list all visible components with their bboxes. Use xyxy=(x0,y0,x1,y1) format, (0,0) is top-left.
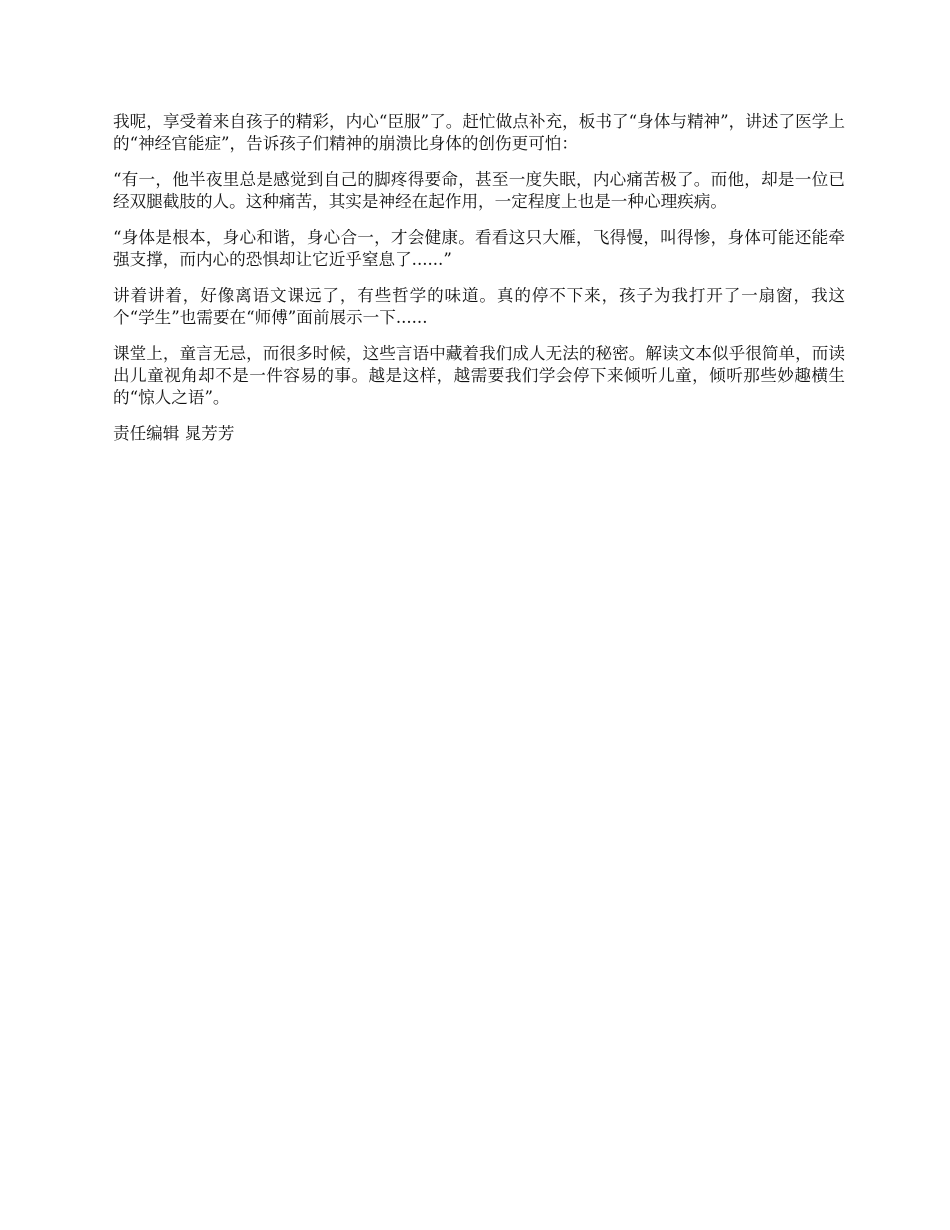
paragraph-2: “有一，他半夜里总是感觉到自己的脚疼得要命，甚至一度失眠，内心痛苦极了。而他，却是一位已经双腿截肢的人。这种痛苦，其实是神经在起作用，一定程度上也是一种心理疾病。 xyxy=(113,170,845,211)
paragraph-1: 我呢，享受着来自孩子的精彩，内心“臣服”了。赶忙做点补充，板书了“身体与精神”，讲述了医学上的“神经官能症”，告诉孩子们精神的崩溃比身体的创伤更可怕： xyxy=(113,112,845,153)
editor-credit: 责任编辑 晁芳芳 xyxy=(113,424,235,443)
paragraph-5: 课堂上，童言无忌，而很多时候，这些言语中藏着我们成人无法的秘密。解读文本似乎很简单，而读出儿童视角却不是一件容易的事。越是这样，越需要我们学会停下来倾听儿童，倾听那些妙趣横生的“惊人之语”。 xyxy=(113,344,845,407)
paragraph-3: “身体是根本，身心和谐，身心合一，才会健康。看看这只大雁，飞得慢，叫得惨，身体可能还能牵强支撑，而内心的恐惧却让它近乎窒息了......” xyxy=(113,228,845,269)
paragraph-4: 讲着讲着，好像离语文课远了，有些哲学的味道。真的停不下来，孩子为我打开了一扇窗，我这个“学生”也需要在“师傅”面前展示一下...... xyxy=(113,286,845,327)
article-body xyxy=(113,111,845,459)
